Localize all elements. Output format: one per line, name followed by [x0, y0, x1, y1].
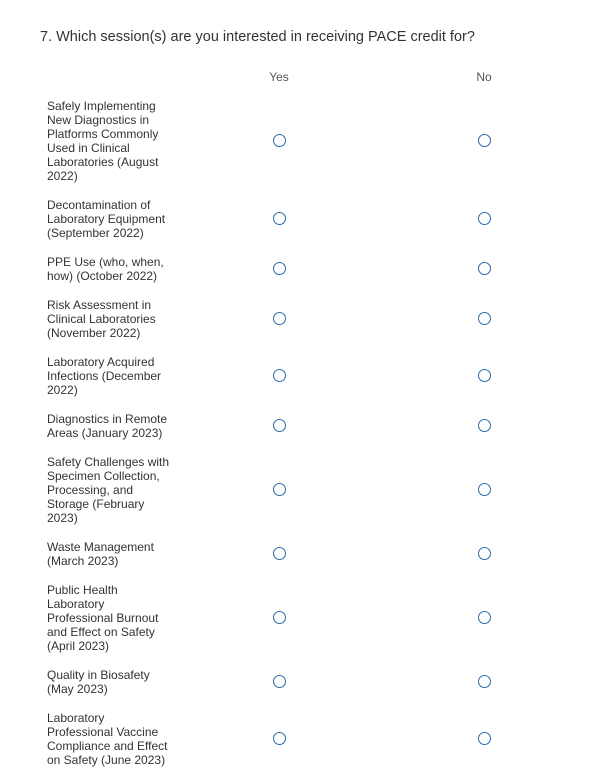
row-label: Laboratory Professional Vaccine Compliance and Effect on Safety (June 2023) [47, 711, 168, 767]
matrix-row [0, 576, 616, 661]
radio-no[interactable] [478, 212, 491, 225]
radio-no[interactable] [478, 483, 491, 496]
radio-yes[interactable] [273, 262, 286, 275]
radio-yes[interactable] [273, 419, 286, 432]
radio-yes[interactable] [273, 134, 286, 147]
matrix-row [0, 533, 616, 576]
row-label: Risk Assessment in Clinical Laboratories (November 2022) [47, 298, 156, 340]
radio-no[interactable] [478, 419, 491, 432]
row-label: Quality in Biosafety (May 2023) [47, 668, 150, 696]
radio-no[interactable] [478, 312, 491, 325]
matrix-row [0, 191, 616, 248]
row-label: Waste Management (March 2023) [47, 540, 154, 568]
radio-yes[interactable] [273, 675, 286, 688]
radio-no[interactable] [478, 732, 491, 745]
radio-no[interactable] [478, 262, 491, 275]
row-label: PPE Use (who, when, how) (October 2022) [47, 255, 164, 283]
matrix-row [0, 448, 616, 533]
row-label: Safely Implementing New Diagnostics in Platforms Commonly Used in Clinical Laboratories (August 2022) [47, 99, 159, 183]
matrix-row [0, 291, 616, 348]
matrix-row [0, 92, 616, 191]
radio-no[interactable] [478, 547, 491, 560]
radio-yes[interactable] [273, 547, 286, 560]
radio-no[interactable] [478, 134, 491, 147]
radio-yes[interactable] [273, 483, 286, 496]
row-label: Laboratory Acquired Infections (December 2022) [47, 355, 162, 397]
radio-yes[interactable] [273, 212, 286, 225]
matrix-rows [0, 92, 616, 775]
matrix-row [0, 704, 616, 775]
radio-no[interactable] [478, 675, 491, 688]
matrix-row [0, 348, 616, 405]
row-label: Public Health Laboratory Professional Burnout and Effect on Safety (April 2023) [47, 583, 159, 653]
row-label: Decontamination of Laboratory Equipment (September 2022) [47, 198, 166, 240]
radio-yes[interactable] [273, 369, 286, 382]
row-label: Safety Challenges with Specimen Collection, Processing, and Storage (February 2023) [47, 455, 170, 525]
radio-yes[interactable] [273, 611, 286, 624]
radio-yes[interactable] [273, 732, 286, 745]
radio-no[interactable] [478, 369, 491, 382]
column-header-yes: Yes [269, 70, 289, 84]
question-title: 7. Which session(s) are you interested in receiving PACE credit for? [40, 29, 475, 45]
radio-no[interactable] [478, 611, 491, 624]
radio-yes[interactable] [273, 312, 286, 325]
row-label: Diagnostics in Remote Areas (January 2023) [47, 412, 168, 440]
matrix-row [0, 661, 616, 704]
matrix-row [0, 405, 616, 448]
column-header-no: No [476, 70, 492, 84]
matrix-row [0, 248, 616, 291]
